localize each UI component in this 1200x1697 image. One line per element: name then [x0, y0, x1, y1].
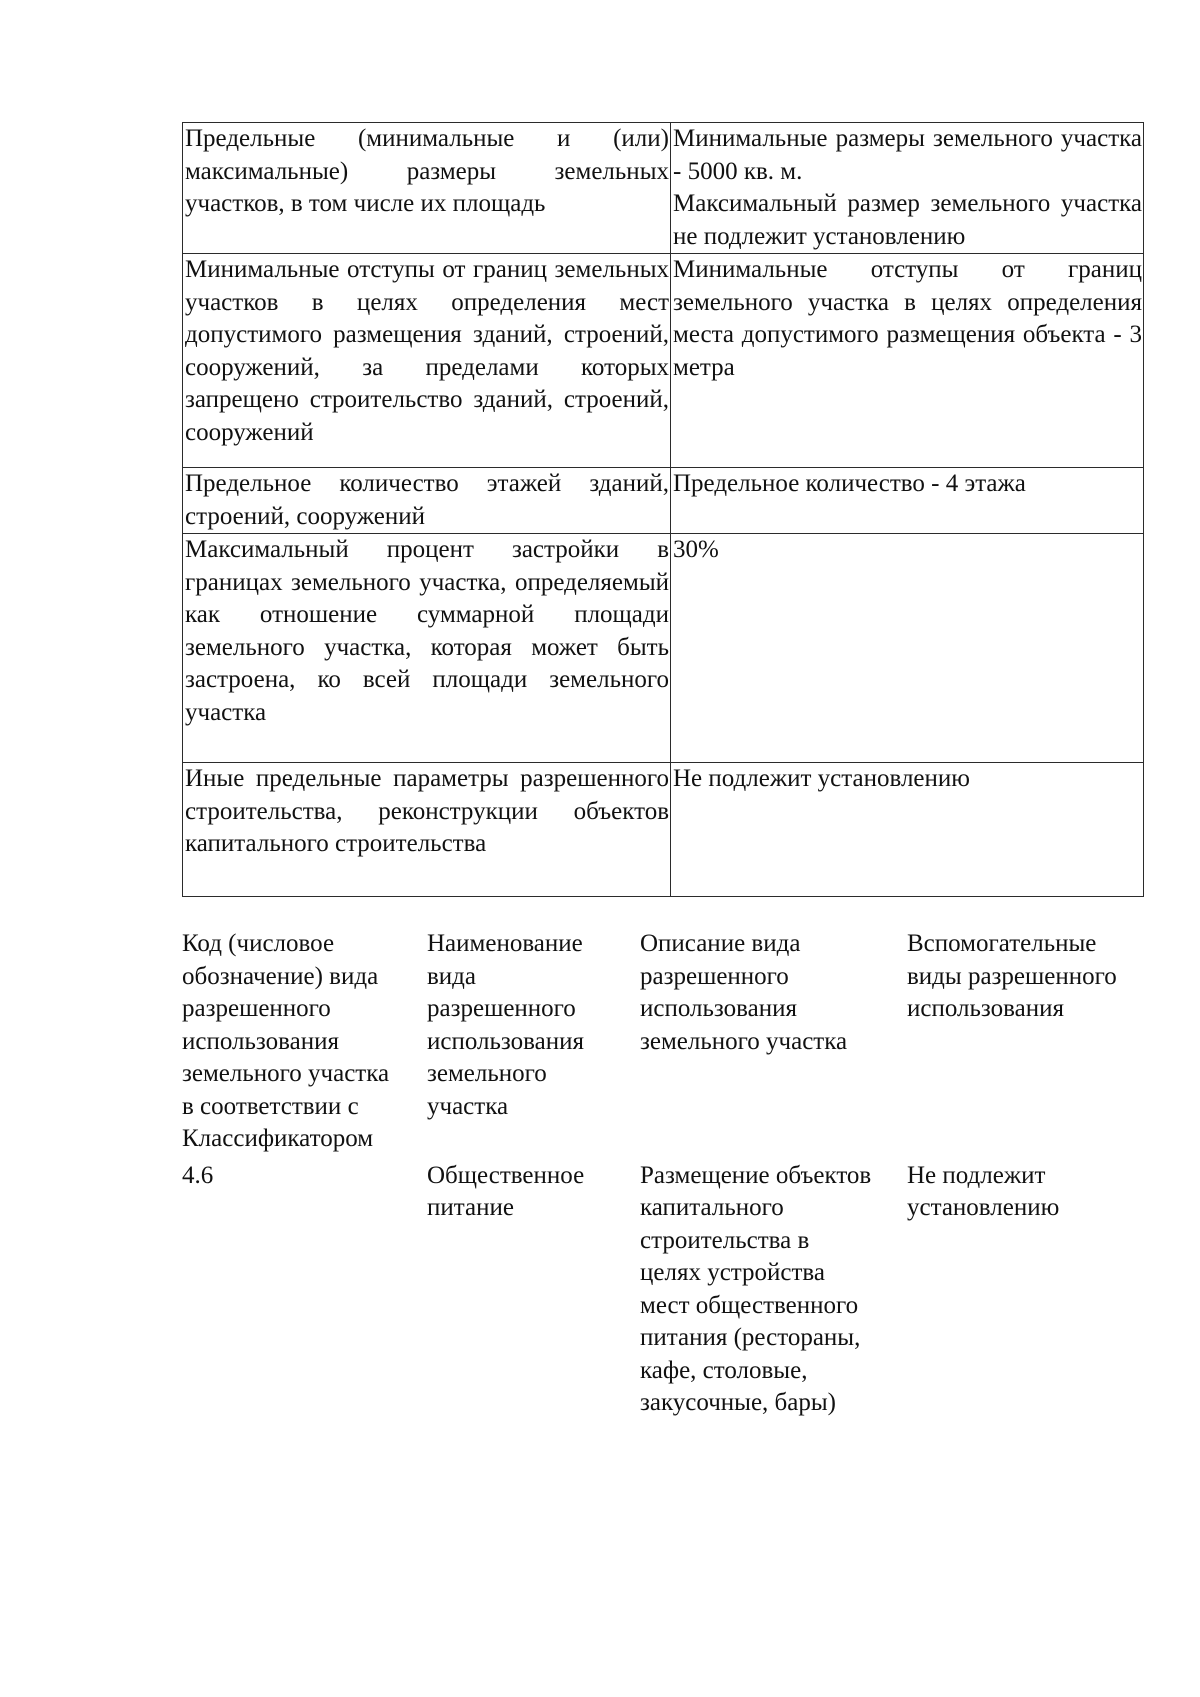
- param-value-text: Минимальные отступы от границ земельного участка в целях определения места допустимого размещения объекта - 3 метра: [673, 256, 1142, 381]
- table-row: [183, 763, 1144, 897]
- permitted-use-table: [182, 928, 1142, 1420]
- table-row: [183, 123, 1144, 254]
- param-value-cell: [671, 123, 1144, 254]
- param-value-cell: [671, 468, 1144, 534]
- table-row: [182, 1156, 1142, 1420]
- param-name-cell: Иные предельные параметры разрешенного строительства, реконструкции объектов капитального строительства: [183, 763, 671, 897]
- param-value-text: 30%: [673, 536, 719, 563]
- param-name-cell: Минимальные отступы от границ земельных участков в целях определения мест допустимого размещения зданий, строений, сооружений, за пределами которых запрещено строительство зданий, строений, сооружений: [183, 254, 671, 468]
- param-value-cell: [671, 534, 1144, 763]
- param-name-cell: Максимальный процент застройки в границах земельного участка, определяемый как отношение суммарной площади земельного участка, которая может быть застроена, ко всей площади земельного участка: [183, 534, 671, 763]
- param-value-text: Предельное количество - 4 этажа: [673, 470, 1026, 497]
- use-description-cell: Размещение объектов капитального строительства в целях устройства мест общественного питания (рестораны, кафе, столовые, закусочные, бары): [640, 1161, 872, 1416]
- table-row: [183, 468, 1144, 534]
- param-value-text: Минимальные размеры земельного участка - 5000 кв. м.: [673, 125, 1142, 185]
- column-header-description: Описание вида разрешенного использования земельного участка: [640, 930, 848, 1055]
- column-header-auxiliary: Вспомогательные виды разрешенного использования: [907, 930, 1117, 1022]
- param-value-text: Максимальный размер земельного участка не подлежит установлению: [673, 190, 1142, 250]
- param-value-cell: [671, 763, 1144, 897]
- param-name-cell: Предельное количество этажей зданий, строений, сооружений: [183, 468, 671, 534]
- column-header-name: Наименование вида разрешенного использования земельного участка: [427, 930, 584, 1120]
- column-header-code: Код (числовое обозначение) вида разрешенного использования земельного участка в соответствии с Классификатором: [182, 930, 390, 1152]
- param-name-cell: Предельные (минимальные и (или) максимальные) размеры земельных участков, в том числе их площадь: [183, 123, 671, 254]
- param-value-text: Не подлежит установлению: [673, 765, 970, 792]
- table-header-row: [182, 928, 1142, 1156]
- table-row: [183, 534, 1144, 763]
- limit-parameters-table: [182, 122, 1144, 897]
- param-value-cell: [671, 254, 1144, 468]
- use-auxiliary-cell: Не подлежит установлению: [907, 1161, 1060, 1221]
- table-row: [183, 254, 1144, 468]
- use-name-cell: Общественное питание: [427, 1161, 585, 1221]
- use-code-cell: 4.6: [182, 1161, 214, 1189]
